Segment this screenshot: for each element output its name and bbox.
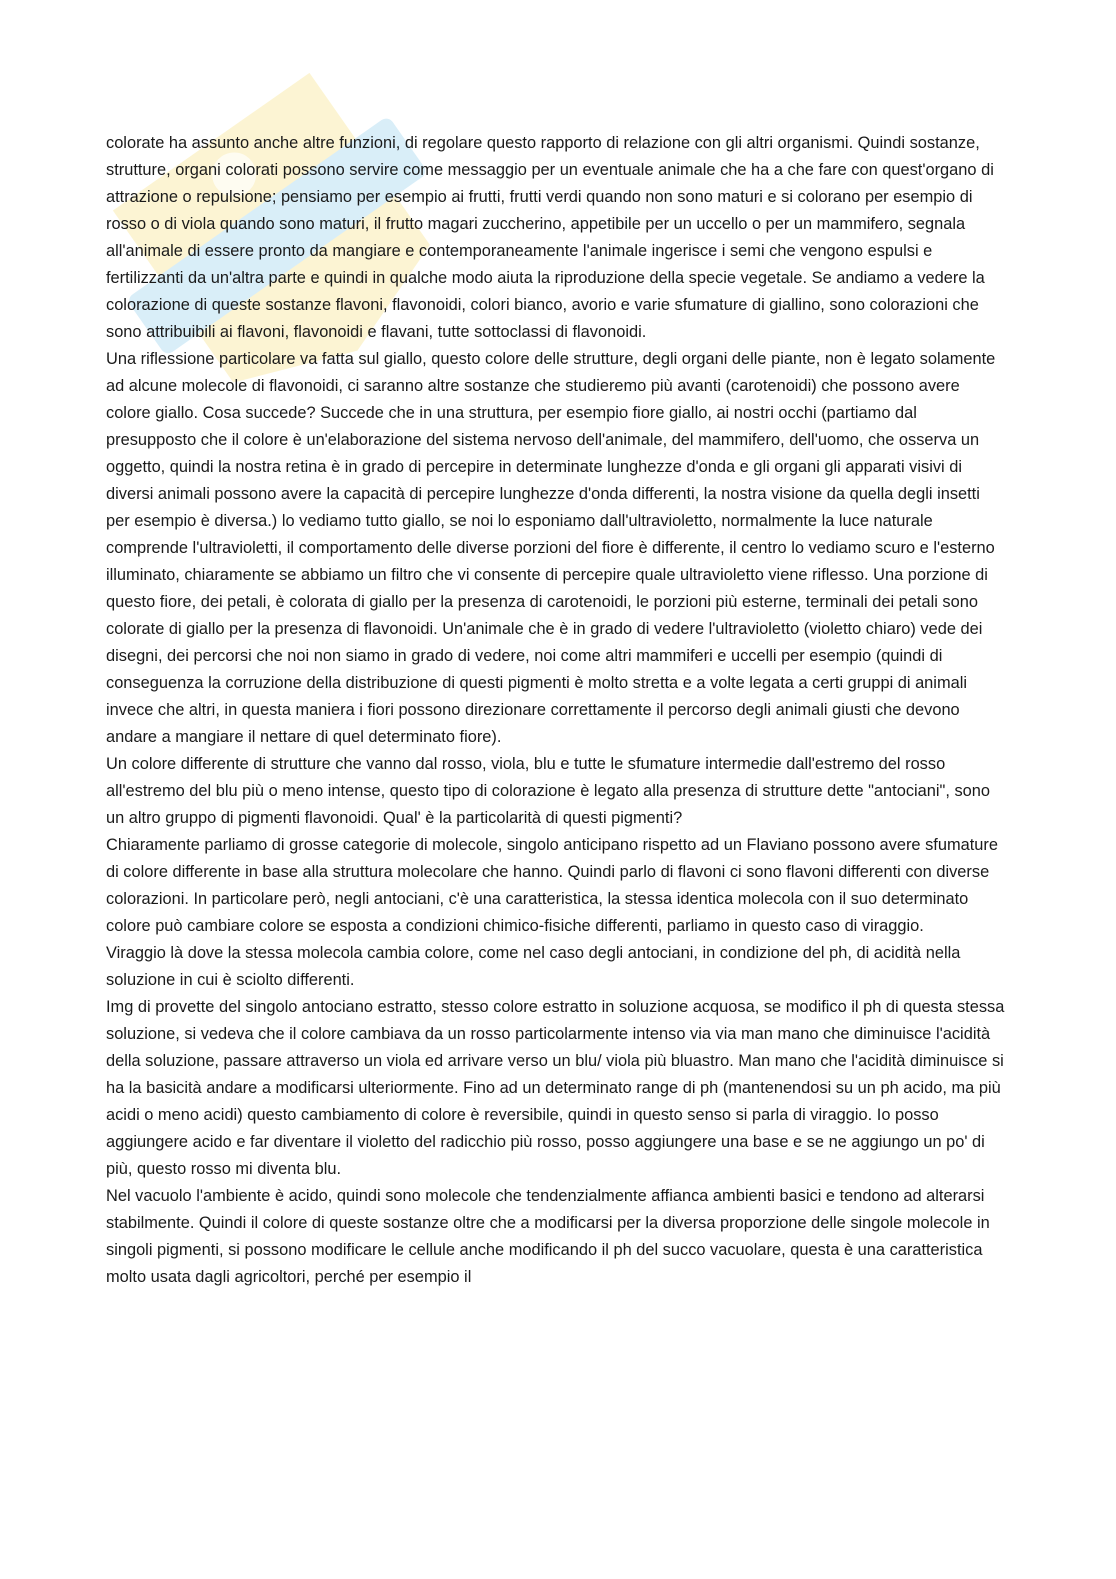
paragraph-1: colorate ha assunto anche altre funzioni, di regolare questo rapporto di relazione con gli altri organismi. Quindi sostanze, strutture, organi colorati possono servire come messaggio per un eventuale animale che ha a che fare con quest'organo di attrazione o repulsione; pensiamo per esempio ai frutti, frutti verdi quando non sono maturi e si colorano per esempio di rosso o di viola quando sono maturi, il frutto magari zuccherino, appetibile per un uccello o per un mammifero, segnala all'animale di essere pronto da mangiare e contemporaneamente l'animale ingerisce i semi che vengono espulsi e fertilizzanti da un'altra parte e quindi in qualche modo aiuta la riproduzione della specie vegetale. Se andiamo a vedere la colorazione di queste sostanze flavoni, flavonoidi, colori bianco, avorio e varie sfumature di giallino, sono colorazioni che sono attribuibili ai flavoni, flavonoidi e flavani, tutte sottoclassi di flavonoidi.: [106, 134, 994, 341]
document-body: [106, 130, 1006, 1291]
paragraph-4: Chiaramente parliamo di grosse categorie di molecole, singolo anticipano rispetto ad un Flaviano possono avere sfumature di colore differente in base alla struttura molecolare che hanno. Quindi parlo di flavoni ci sono flavoni differenti con diverse colorazioni. In particolare però, negli antociani, c'è una caratteristica, la stessa identica molecola con il suo determinato colore può cambiare colore se esposta a condizioni chimico-fisiche differenti, parliamo in questo caso di viraggio.: [106, 836, 998, 935]
paragraph-3: Un colore differente di strutture che vanno dal rosso, viola, blu e tutte le sfumature intermedie dall'estremo del rosso all'estremo del blu più o meno intense, questo tipo di colorazione è legato alla presenza di strutture dette "antociani", sono un altro gruppo di pigmenti flavonoidi. Qual' è la particolarità di questi pigmenti?: [106, 755, 991, 827]
paragraph-2: Una riflessione particolare va fatta sul giallo, questo colore delle strutture, degli organi delle piante, non è legato solamente ad alcune molecole di flavonoidi, ci saranno altre sostanze che studieremo più avanti (carotenoidi) che possono avere colore giallo. Cosa succede? Succede che in una struttura, per esempio fiore giallo, ai nostri occhi (partiamo dal presupposto che il colore è un'elaborazione del sistema nervoso dell'animale, del mammifero, dell'uomo, che osserva un oggetto, quindi la nostra retina è in grado di percepire in determinate lunghezze d'onda e gli organi gli apparati visivi di diversi animali possono avere la capacità di percepire lunghezze d'onda differenti, la nostra visione da quella degli insetti per esempio è diversa.) lo vediamo tutto giallo, se noi lo esponiamo dall'ultravioletto, normalmente la luce naturale comprende l'ultravioletti, il comportamento delle diverse porzioni del fiore è differente, il centro lo vediamo scuro e l'esterno illuminato, chiaramente se abbiamo un filtro che vi consente di percepire quale ultravioletto viene riflesso. Una porzione di questo fiore, dei petali, è colorata di giallo per la presenza di carotenoidi, le porzioni più esterne, terminali dei petali sono colorate di giallo per la presenza di flavonoidi. Un'animale che è in grado di vedere l'ultravioletto (violetto chiaro) vede dei disegni, dei percorsi che noi non siamo in grado di vedere, noi come altri mammiferi e uccelli per esempio (quindi di conseguenza la corruzione della distribuzione di questi pigmenti è molto stretta e a volte legata a certi gruppi di animali invece che altri, in questa maniera i fiori possono direzionare correttamente il percorso degli animali giusti che devono andare a mangiare il nettare di quel determinato fiore).: [106, 350, 996, 746]
paragraph-7: Nel vacuolo l'ambiente è acido, quindi sono molecole che tendenzialmente affianca ambienti basici e tendono ad alterarsi stabilmente. Quindi il colore di queste sostanze oltre che a modificarsi per la diversa proporzione delle singole molecole in singoli pigmenti, si possono modificare le cellule anche modificando il ph del succo vacuolare, questa è una caratteristica molto usata dagli agricoltori, perché per esempio il: [106, 1187, 990, 1286]
paragraph-6: Img di provette del singolo antociano estratto, stesso colore estratto in soluzione acquosa, se modifico il ph di questa stessa soluzione, si vedeva che il colore cambiava da un rosso particolarmente intenso via via man mano che diminuisce l'acidità della soluzione, passare attraverso un viola ed arrivare verso un blu/ viola più bluastro. Man mano che l'acidità diminuisce si ha la basicità andare a modificarsi ulteriormente. Fino ad un determinato range di ph (mantenendosi su un ph acido, ma più acidi o meno acidi) questo cambiamento di colore è reversibile, quindi in questo senso si parla di viraggio. Io posso aggiungere acido e far diventare il violetto del radicchio più rosso, posso aggiungere una base e se ne aggiungo un po' di più, questo rosso mi diventa blu.: [106, 998, 1005, 1178]
paragraph-5: Viraggio là dove la stessa molecola cambia colore, come nel caso degli antociani, in condizione del ph, di acidità nella soluzione in cui è sciolto differenti.: [106, 944, 961, 989]
